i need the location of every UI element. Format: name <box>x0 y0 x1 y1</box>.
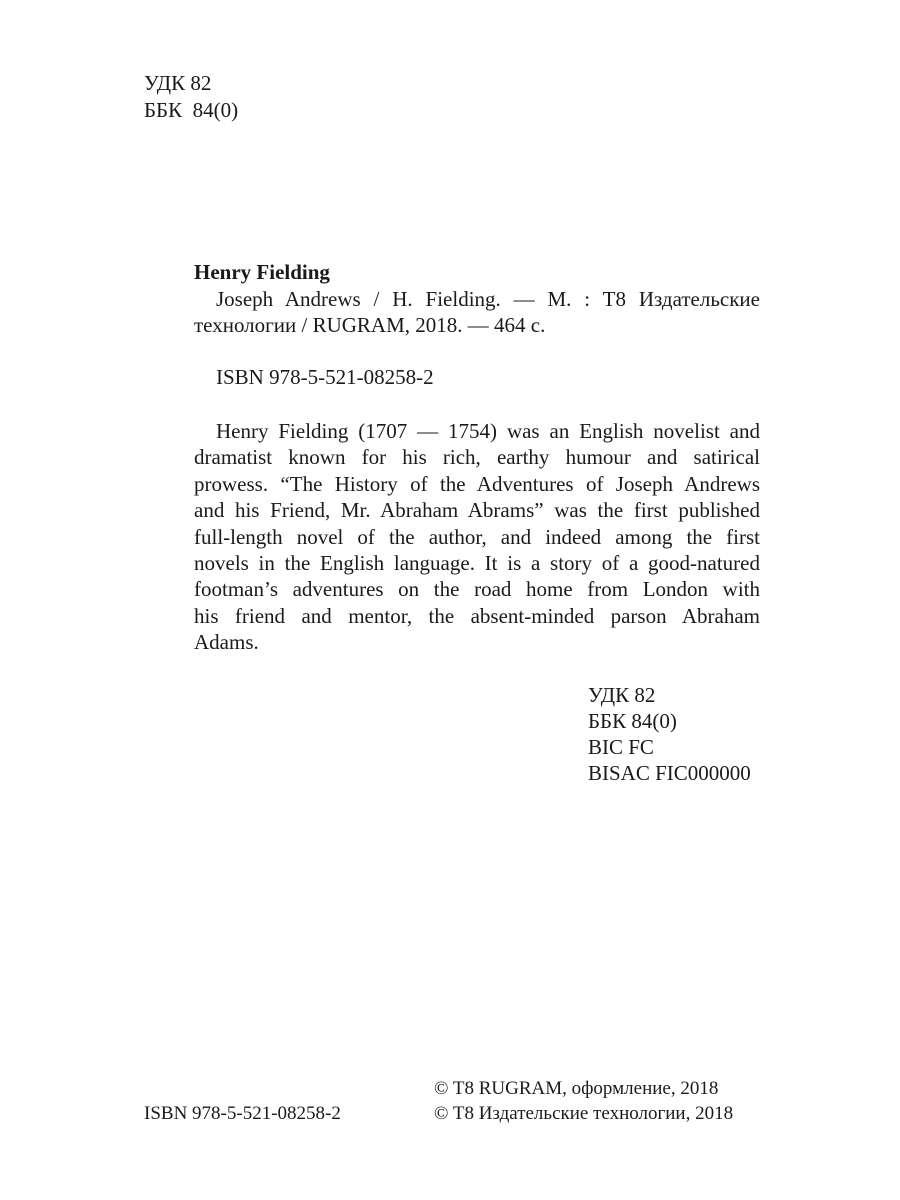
description-line: novels in the English language. It is a story of a good-natured <box>194 551 760 576</box>
description-line: prowess. “The History of the Adventures of Joseph Andrews <box>194 471 760 496</box>
udk-code: УДК 82 <box>588 683 656 707</box>
description-line: full-length novel of the author, and indeed among the first <box>194 524 760 549</box>
isbn-number: ISBN 978-5-521-08258-2 <box>216 365 434 389</box>
citation-line: технологии / RUGRAM, 2018. — 464 с. <box>194 313 546 337</box>
bbk-code: ББК 84(0) <box>144 98 239 122</box>
description-line: Adams. <box>194 630 259 655</box>
description-line: dramatist known for his rich, earthy humour and satirical <box>194 445 760 470</box>
citation-line: Joseph Andrews / H. Fielding. — M. : T8 Издательские <box>216 287 760 311</box>
description-line: his friend and mentor, the absent-minded parson Abraham <box>194 603 760 628</box>
author-name: Henry Fielding <box>194 260 330 284</box>
copyright-notices <box>434 1076 733 1126</box>
book-description <box>194 418 760 656</box>
citation <box>194 286 760 338</box>
bbk-code: ББК 84(0) <box>588 709 677 733</box>
bic-code: BIC FC <box>588 735 654 759</box>
description-line: footman’s adventures on the road home from London with <box>194 577 760 602</box>
bisac-code: BISAC FIC000000 <box>588 761 751 785</box>
copyright-line: © T8 Издательские технологии, 2018 <box>434 1103 734 1124</box>
description-line: Henry Fielding (1707 — 1754) was an English novelist and <box>216 419 760 443</box>
top-classification-block <box>144 70 238 124</box>
description-line: and his Friend, Mr. Abraham Abrams” was the first published <box>194 498 760 523</box>
udk-code: УДК 82 <box>144 71 212 95</box>
footer-isbn: ISBN 978-5-521-08258-2 <box>144 1103 341 1124</box>
copyright-line: © T8 RUGRAM, оформление, 2018 <box>434 1078 719 1099</box>
bibliographic-record <box>194 258 760 389</box>
right-classification-block <box>588 682 751 786</box>
